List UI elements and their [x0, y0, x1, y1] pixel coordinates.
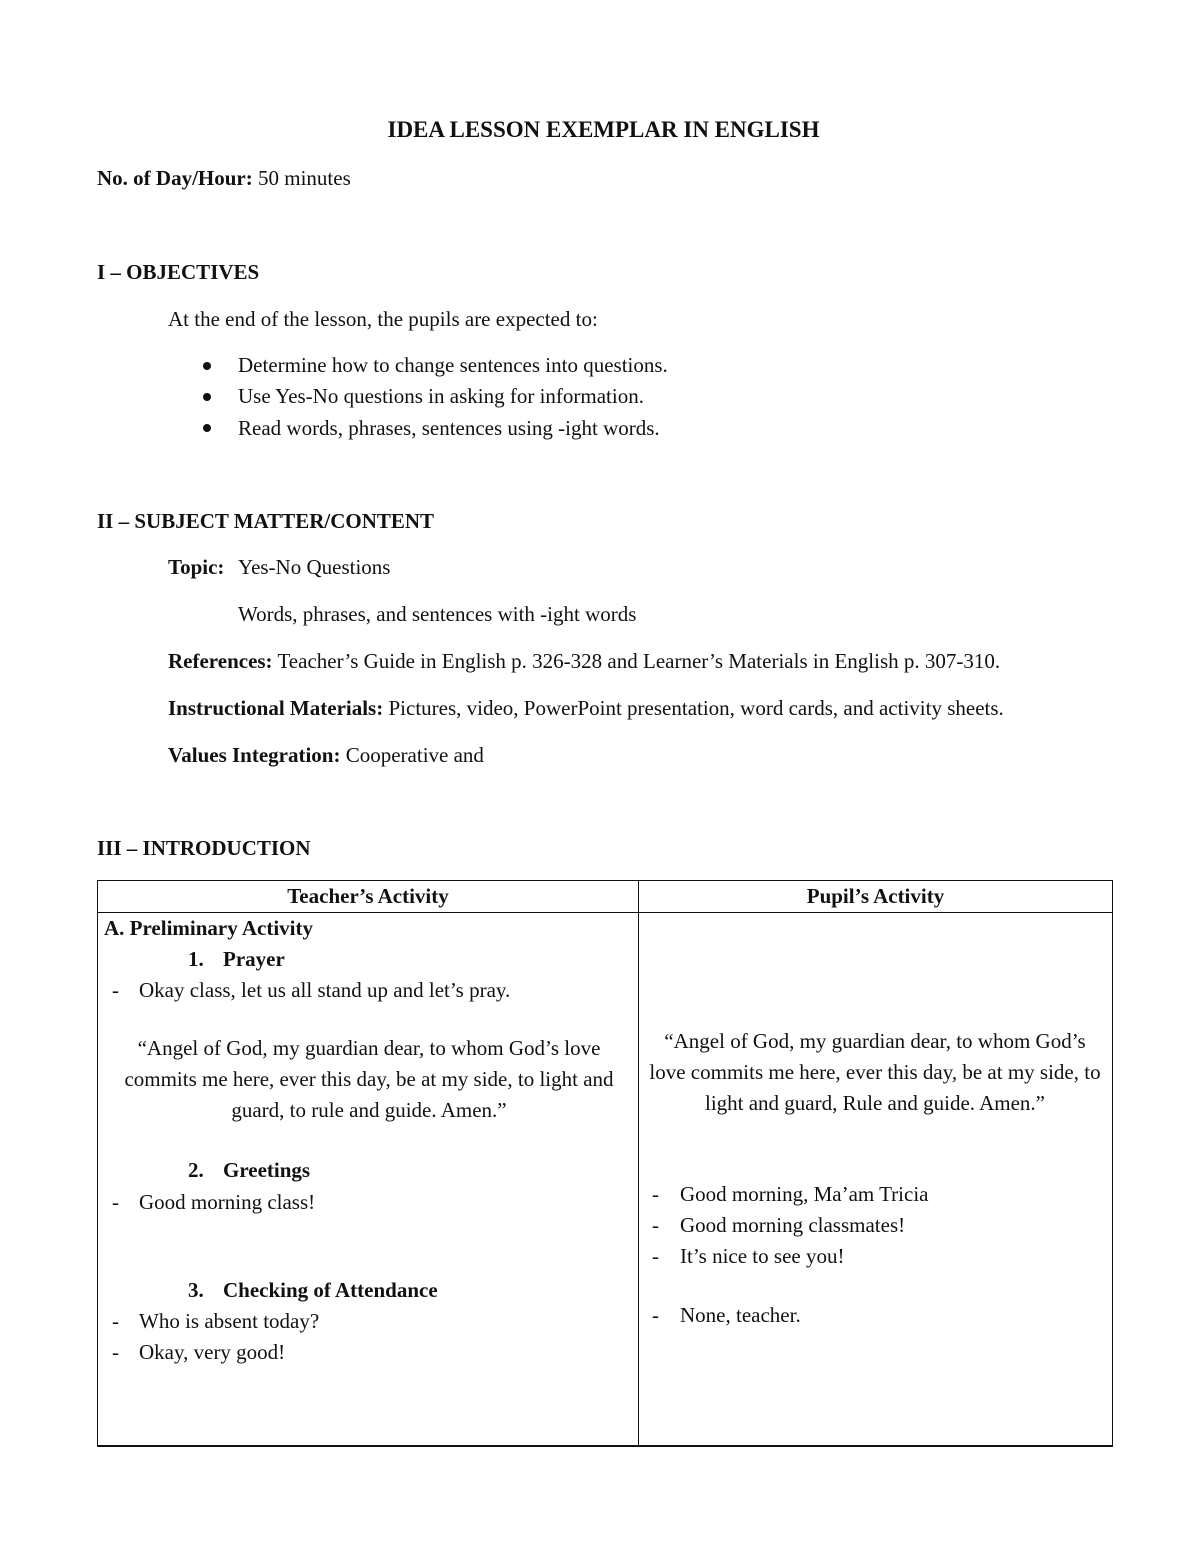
references-value: Teacher’s Guide in English p. 326-328 and Learner’s Materials in English p. 307-310.: [277, 649, 1001, 673]
materials-line: [168, 698, 1004, 719]
greetings-heading: Greetings: [223, 1158, 311, 1182]
bullet-icon: [203, 393, 211, 401]
table-border-bottom: [97, 1445, 1113, 1447]
preliminary-activity-heading: A. Preliminary Activity: [104, 916, 313, 940]
values-value: Cooperative and: [345, 743, 484, 767]
table-border-left: [97, 880, 98, 1447]
values-label: Values Integration:: [168, 743, 341, 767]
dash-marker: -: [652, 1303, 659, 1327]
teacher-greeting: Good morning class!: [139, 1190, 316, 1214]
topic-line: [168, 557, 224, 578]
objectives-intro: At the end of the lesson, the pupils are expected to:: [168, 307, 598, 331]
dash-marker: -: [652, 1213, 659, 1237]
table-border-top: [97, 880, 1113, 881]
topic-value: Words, phrases, and sentences with -ight words: [238, 602, 637, 626]
references-line: [168, 651, 1000, 672]
dash-marker: -: [112, 1340, 119, 1364]
objective-item: Determine how to change sentences into questions.: [238, 353, 668, 377]
subject-heading: II – SUBJECT MATTER/CONTENT: [97, 509, 435, 533]
greetings-number: 2.: [188, 1158, 204, 1182]
pupil-prayer-text: “Angel of God, my guardian dear, to whom God’s love commits me here, ever this day, be at my side, to light and guard, Rule and guide. Amen.”: [649, 1029, 1101, 1115]
day-hour-value: 50 minutes: [258, 166, 351, 190]
pupil-attendance-response: None, teacher.: [680, 1303, 801, 1327]
page-title: IDEA LESSON EXEMPLAR IN ENGLISH: [387, 117, 820, 142]
attendance-heading: Checking of Attendance: [223, 1278, 438, 1302]
objectives-heading: I – OBJECTIVES: [97, 260, 260, 284]
objective-item: Read words, phrases, sentences using -ight words.: [238, 416, 660, 440]
attendance-question: Who is absent today?: [139, 1309, 320, 1333]
bullet-icon: [203, 424, 211, 432]
attendance-response: Okay, very good!: [139, 1340, 286, 1364]
dash-marker: -: [652, 1244, 659, 1268]
pupil-greeting: It’s nice to see you!: [680, 1244, 845, 1268]
col-header-teacher: Teacher’s Activity: [287, 884, 449, 908]
dash-marker: -: [652, 1182, 659, 1206]
prayer-instruction: Okay class, let us all stand up and let’s pray.: [139, 978, 511, 1002]
pupil-greeting: Good morning classmates!: [680, 1213, 906, 1237]
attendance-number: 3.: [188, 1278, 204, 1302]
day-hour-line: [97, 168, 351, 189]
materials-value: Pictures, video, PowerPoint presentation, word cards, and activity sheets.: [388, 696, 1004, 720]
dash-marker: -: [112, 1190, 119, 1214]
table-border-right: [1112, 880, 1113, 1447]
references-label: References:: [168, 649, 273, 673]
prayer-number: 1.: [188, 947, 204, 971]
materials-label: Instructional Materials:: [168, 696, 384, 720]
topic-value: Yes-No Questions: [238, 555, 391, 579]
introduction-heading: III – INTRODUCTION: [97, 836, 311, 860]
bullet-icon: [203, 362, 211, 370]
values-line: [168, 745, 484, 766]
pupil-greeting: Good morning, Ma’am Tricia: [680, 1182, 929, 1206]
day-hour-label: No. of Day/Hour:: [97, 166, 253, 190]
dash-marker: -: [112, 978, 119, 1002]
table-column-divider: [638, 880, 639, 1447]
dash-marker: -: [112, 1309, 119, 1333]
topic-label: Topic:: [168, 555, 225, 579]
teacher-prayer-text: “Angel of God, my guardian dear, to whom God’s love commits me here, ever this day, be at my side, to light and guard, to rule and guide. Amen.”: [124, 1036, 614, 1122]
table-header-divider: [97, 912, 1113, 913]
prayer-heading: Prayer: [223, 947, 285, 971]
col-header-pupil: Pupil’s Activity: [806, 884, 945, 908]
objective-item: Use Yes-No questions in asking for information.: [238, 384, 644, 408]
